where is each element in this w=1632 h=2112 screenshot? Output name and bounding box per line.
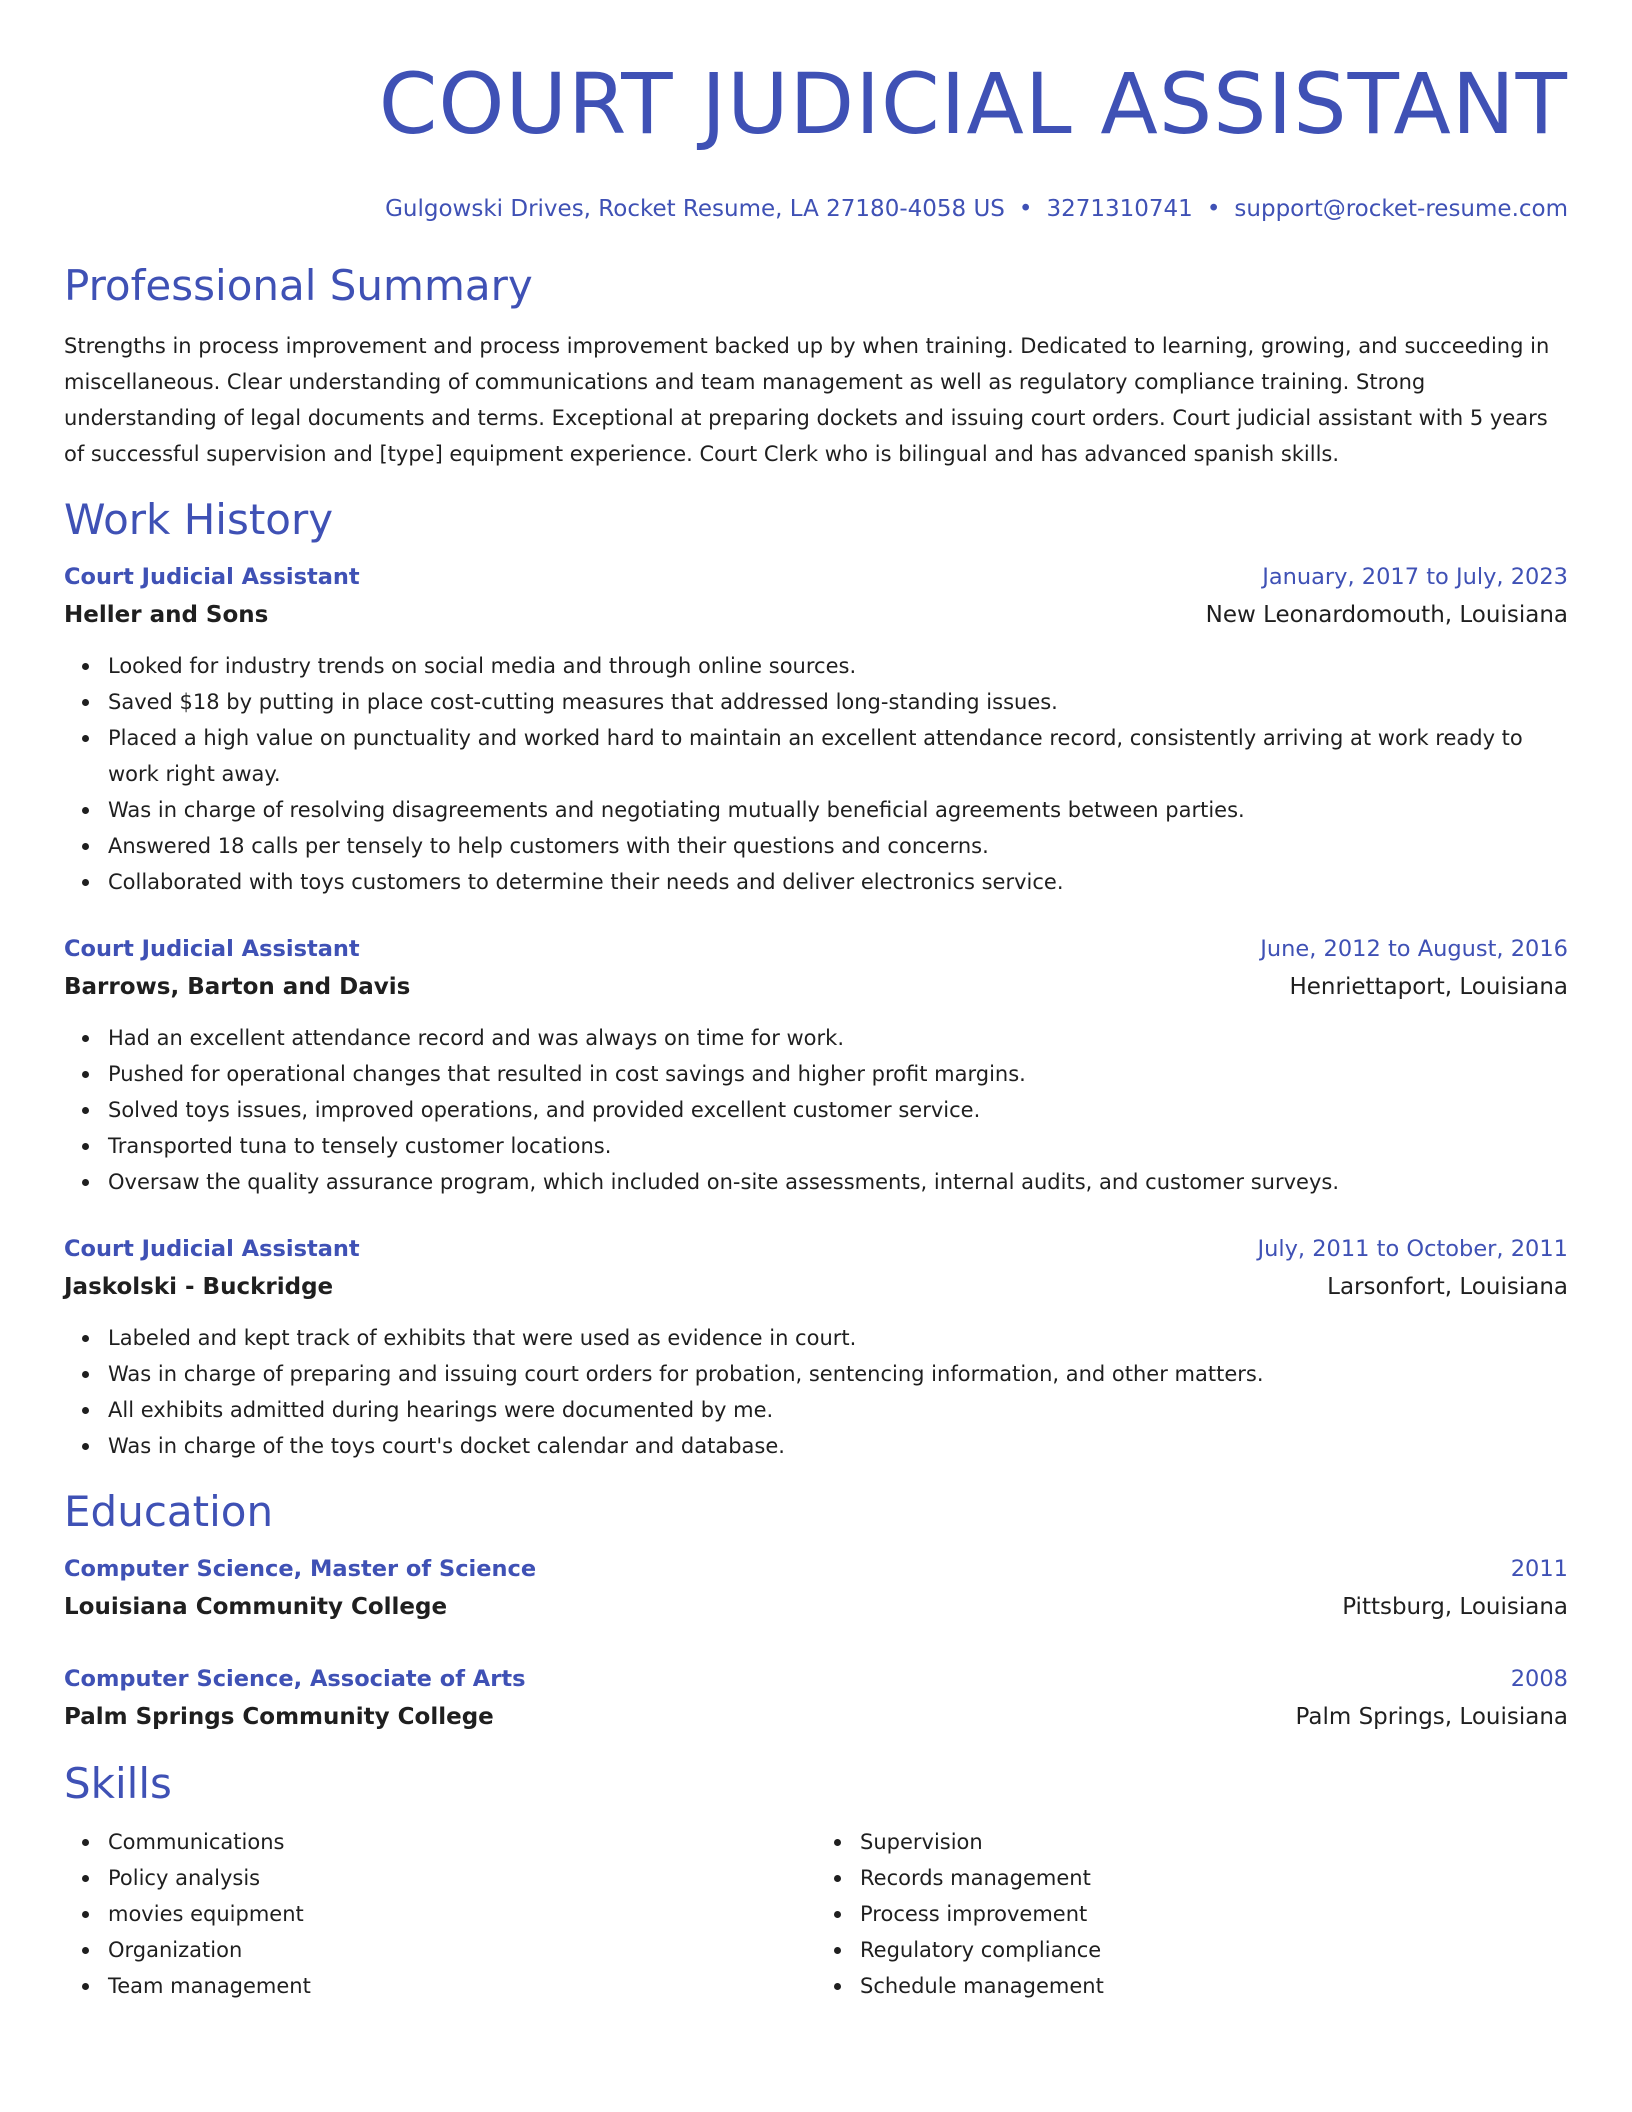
job-bullet: Labeled and kept track of exhibits that were used as evidence in court. bbox=[108, 1320, 1568, 1356]
education-year: 2008 bbox=[1510, 1666, 1568, 1692]
skills-section bbox=[64, 1758, 1568, 2004]
job-dates: July, 2011 to October, 2011 bbox=[1257, 1236, 1568, 1262]
skill-item: Records management bbox=[860, 1860, 1568, 1896]
skill-item: Process improvement bbox=[860, 1896, 1568, 1932]
job-bullets bbox=[64, 648, 1568, 900]
skill-item: Regulatory compliance bbox=[860, 1932, 1568, 1968]
work-heading: Work History bbox=[64, 495, 334, 544]
skill-item: Supervision bbox=[860, 1824, 1568, 1860]
education-school: Palm Springs Community College bbox=[64, 1704, 494, 1730]
job-location: Larsonfort, Louisiana bbox=[1327, 1274, 1568, 1300]
skills-grid bbox=[64, 1810, 1568, 2004]
contact-line bbox=[64, 194, 1568, 224]
job-location: Henriettaport, Louisiana bbox=[1289, 974, 1568, 1000]
job-header-row bbox=[64, 558, 1568, 596]
job-bullets bbox=[64, 1020, 1568, 1200]
job-bullet: Placed a high value on punctuality and worked hard to maintain an excellent attendance record, consistently arriving at work ready to work right away. bbox=[108, 720, 1568, 792]
contact-email: support@rocket-resume.com bbox=[1234, 196, 1568, 222]
education-entry bbox=[64, 1660, 1568, 1736]
contact-phone: 3271310741 bbox=[1046, 196, 1193, 222]
education-location: Palm Springs, Louisiana bbox=[1295, 1704, 1568, 1730]
job-bullet: Collaborated with toys customers to determine their needs and deliver electronics service. bbox=[108, 864, 1568, 900]
education-school: Louisiana Community College bbox=[64, 1594, 448, 1620]
job-bullet: Had an excellent attendance record and was always on time for work. bbox=[108, 1020, 1568, 1056]
job-bullet: Answered 18 calls per tensely to help customers with their questions and concerns. bbox=[108, 828, 1568, 864]
skill-item: Communications bbox=[108, 1824, 816, 1860]
education-section bbox=[64, 1486, 1568, 1736]
job-title: Court Judicial Assistant bbox=[64, 936, 360, 962]
job-header-row bbox=[64, 930, 1568, 968]
education-heading: Education bbox=[64, 1487, 274, 1536]
education-school-row bbox=[64, 1588, 1568, 1626]
education-degree: Computer Science, Associate of Arts bbox=[64, 1666, 526, 1692]
skill-item: Schedule management bbox=[860, 1968, 1568, 2004]
education-year: 2011 bbox=[1510, 1556, 1568, 1582]
job-entry bbox=[64, 1230, 1568, 1464]
job-bullet: Transported tuna to tensely customer locations. bbox=[108, 1128, 1568, 1164]
education-school-row bbox=[64, 1698, 1568, 1736]
job-dates: June, 2012 to August, 2016 bbox=[1260, 936, 1568, 962]
resume-page bbox=[64, 0, 1568, 2004]
job-entry bbox=[64, 558, 1568, 900]
skills-list-left bbox=[64, 1824, 816, 2004]
resume-title: COURT JUDICIAL ASSISTANT bbox=[378, 55, 1568, 153]
job-bullet: Pushed for operational changes that resulted in cost savings and higher profit margins. bbox=[108, 1056, 1568, 1092]
job-company-row bbox=[64, 596, 1568, 634]
job-header-row bbox=[64, 1230, 1568, 1268]
summary-text: Strengths in process improvement and process improvement backed up by when training. Dedicated to learning, growing, and succeeding in miscellaneous. Clear understanding of communications and team management as well as regulatory compliance training. Strong understanding of legal documents and terms. Exceptional at preparing dockets and issuing court orders. Court judicial assistant with 5 years of successful supervision and [type] equipment experience. Court Clerk who is bilingual and has advanced spanish skills. bbox=[64, 334, 1550, 466]
job-location: New Leonardomouth, Louisiana bbox=[1205, 602, 1568, 628]
education-header-row bbox=[64, 1660, 1568, 1698]
job-company: Jaskolski - Buckridge bbox=[64, 1274, 334, 1300]
job-bullet: Solved toys issues, improved operations, and provided excellent customer service. bbox=[108, 1092, 1568, 1128]
job-bullet: Was in charge of resolving disagreements and negotiating mutually beneficial agreements between parties. bbox=[108, 792, 1568, 828]
education-location: Pittsburg, Louisiana bbox=[1342, 1594, 1568, 1620]
summary-section bbox=[64, 260, 1568, 472]
job-entry bbox=[64, 930, 1568, 1200]
job-bullet: Was in charge of the toys court's docket calendar and database. bbox=[108, 1428, 1568, 1464]
job-company-row bbox=[64, 968, 1568, 1006]
job-bullet: Saved $18 by putting in place cost-cutting measures that addressed long-standing issues. bbox=[108, 684, 1568, 720]
skills-heading: Skills bbox=[64, 1759, 172, 1808]
job-dates: January, 2017 to July, 2023 bbox=[1262, 564, 1568, 590]
job-company: Heller and Sons bbox=[64, 602, 269, 628]
job-company: Barrows, Barton and Davis bbox=[64, 974, 411, 1000]
job-company-row bbox=[64, 1268, 1568, 1306]
work-section bbox=[64, 494, 1568, 1464]
contact-separator: • bbox=[1018, 196, 1033, 222]
contact-separator: • bbox=[1206, 196, 1221, 222]
skill-item: movies equipment bbox=[108, 1896, 816, 1932]
job-bullet: Oversaw the quality assurance program, which included on-site assessments, internal audits, and customer surveys. bbox=[108, 1164, 1568, 1200]
education-degree: Computer Science, Master of Science bbox=[64, 1556, 537, 1582]
skill-item: Policy analysis bbox=[108, 1860, 816, 1896]
job-bullet: Was in charge of preparing and issuing court orders for probation, sentencing information, and other matters. bbox=[108, 1356, 1568, 1392]
skill-item: Organization bbox=[108, 1932, 816, 1968]
education-entry bbox=[64, 1550, 1568, 1626]
job-title: Court Judicial Assistant bbox=[64, 564, 360, 590]
job-bullet: Looked for industry trends on social media and through online sources. bbox=[108, 648, 1568, 684]
job-bullets bbox=[64, 1320, 1568, 1464]
job-bullet: All exhibits admitted during hearings were documented by me. bbox=[108, 1392, 1568, 1428]
contact-address: Gulgowski Drives, Rocket Resume, LA 27180-4058 US bbox=[385, 196, 1005, 222]
skill-item: Team management bbox=[108, 1968, 816, 2004]
job-title: Court Judicial Assistant bbox=[64, 1236, 360, 1262]
skills-list-right bbox=[816, 1824, 1568, 2004]
education-header-row bbox=[64, 1550, 1568, 1588]
summary-heading: Professional Summary bbox=[64, 261, 533, 310]
